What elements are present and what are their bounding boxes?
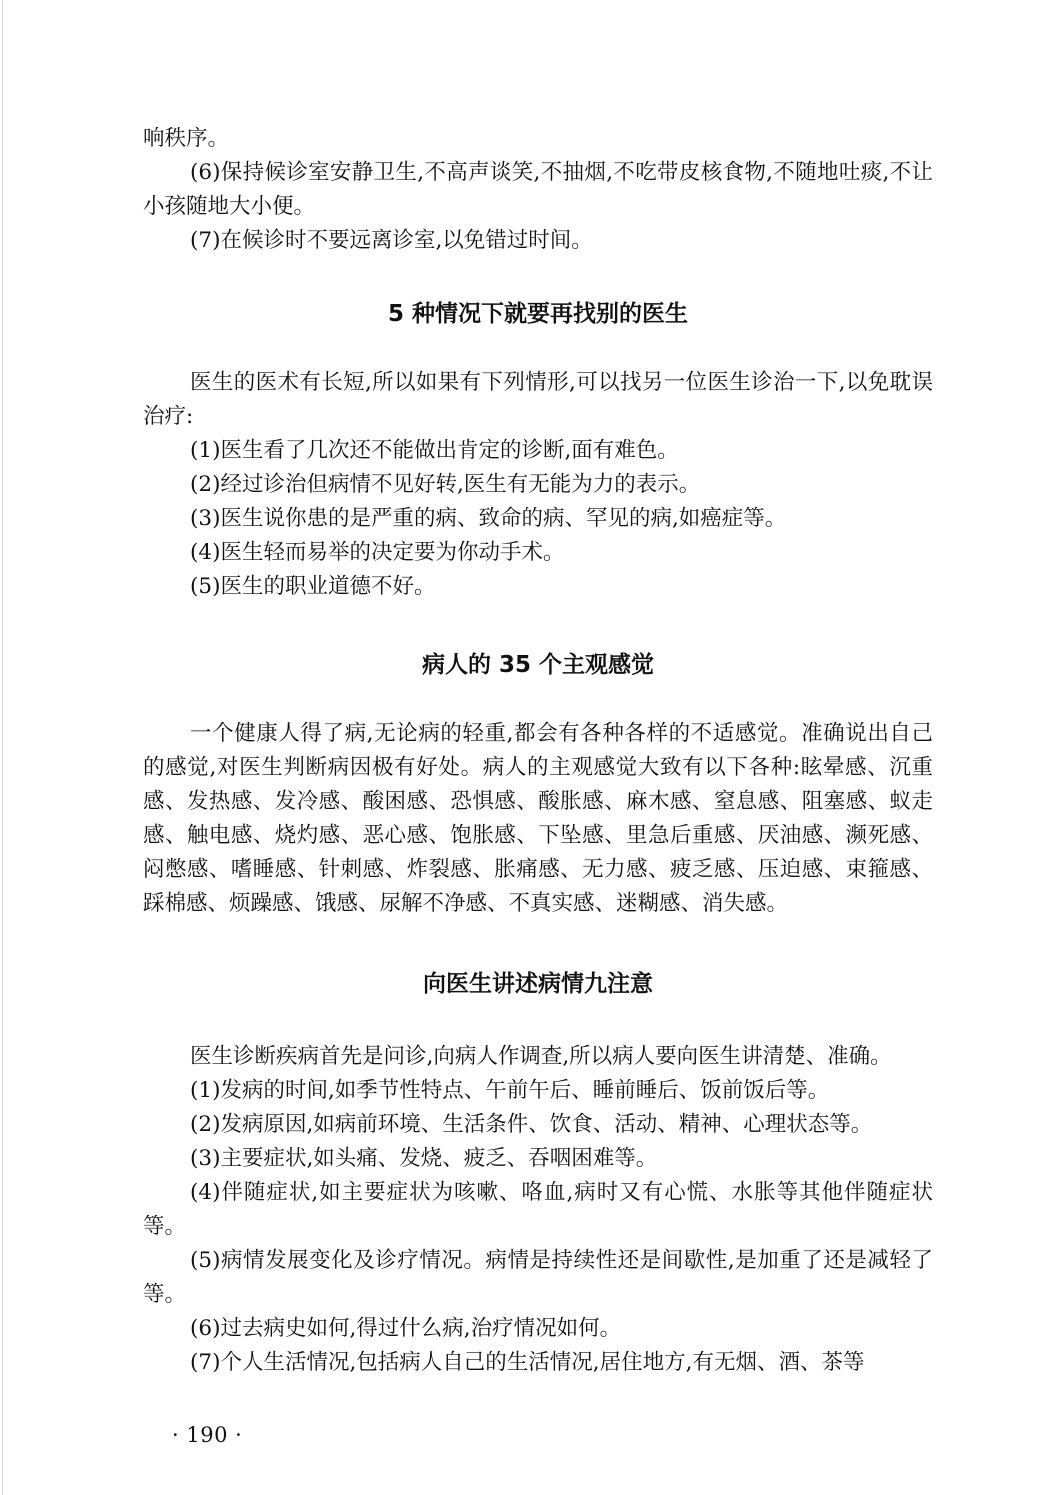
list-item: (3)医生说你患的是严重的病、致命的病、罕见的病,如癌症等。 xyxy=(190,506,787,531)
list-item: (6)保持候诊室安静卫生,不高声谈笑,不抽烟,不吃带皮核食物,不随地吐痰,不让小孩随地大小便。 xyxy=(143,160,933,219)
book-page xyxy=(143,122,933,1380)
list-item: (1)医生看了几次还不能做出肯定的诊断,面有难色。 xyxy=(190,438,679,463)
list-item: (3)主要症状,如头痛、发烧、疲乏、吞咽困难等。 xyxy=(190,1146,658,1171)
list-item: (5)病情发展变化及诊疗情况。病情是持续性还是间歇性,是加重了还是减轻了等。 xyxy=(143,1248,933,1307)
list-item: (4)伴随症状,如主要症状为咳嗽、咯血,病时又有心慌、水胀等其他伴随症状等。 xyxy=(143,1180,933,1239)
paragraph: 医生诊断疾病首先是问诊,向病人作调查,所以病人要向医生讲清楚、准确。 xyxy=(190,1044,892,1069)
list-item: (2)发病原因,如病前环境、生活条件、饮食、活动、精神、心理状态等。 xyxy=(190,1112,873,1137)
paragraph: 一个健康人得了病,无论病的轻重,都会有各种各样的不适感觉。准确说出自己的感觉,对医生判断病因极有好处。病人的主观感觉大致有以下各种:眩晕感、沉重感、发热感、发冷感、酸困感、恐惧感、酸胀感、麻木感、窒息感、阻塞感、蚁走感、触电感、烧灼感、恶心感、饱胀感、下坠感、里急后重感、厌油感、濒死感、闷憋感、嗜睡感、针刺感、炸裂感、胀痛感、无力感、疲乏感、压迫感、束箍感、踩棉感、烦躁感、饿感、尿解不净感、不真实感、迷糊感、消失感。 xyxy=(143,721,933,916)
list-item: (7)在候诊时不要远离诊室,以免错过时间。 xyxy=(190,228,593,253)
list-item: (1)发病的时间,如季节性特点、午前午后、睡前睡后、饭前饭后等。 xyxy=(190,1078,830,1103)
list-item: (4)医生轻而易举的决定要为你动手术。 xyxy=(190,540,565,565)
page-number: · 190 · xyxy=(172,1423,243,1447)
list-item: (6)过去病史如何,得过什么病,治疗情况如何。 xyxy=(190,1316,622,1341)
list-item: (2)经过诊治但病情不见好转,医生有无能为力的表示。 xyxy=(190,472,701,497)
page-edge-line xyxy=(2,0,3,1495)
section-heading: 5 种情况下就要再找别的医生 xyxy=(387,301,688,327)
continued-text: 响秩序。 xyxy=(143,126,230,151)
section-heading: 向医生讲述病情九注意 xyxy=(423,971,653,997)
section-heading: 病人的 35 个主观感觉 xyxy=(421,652,655,678)
paragraph: 医生的医术有长短,所以如果有下列情形,可以找另一位医生诊治一下,以免耽误治疗: xyxy=(143,370,933,429)
list-item: (7)个人生活情况,包括病人自己的生活情况,居住地方,有无烟、酒、茶等 xyxy=(190,1350,865,1375)
list-item: (5)医生的职业道德不好。 xyxy=(190,574,436,599)
